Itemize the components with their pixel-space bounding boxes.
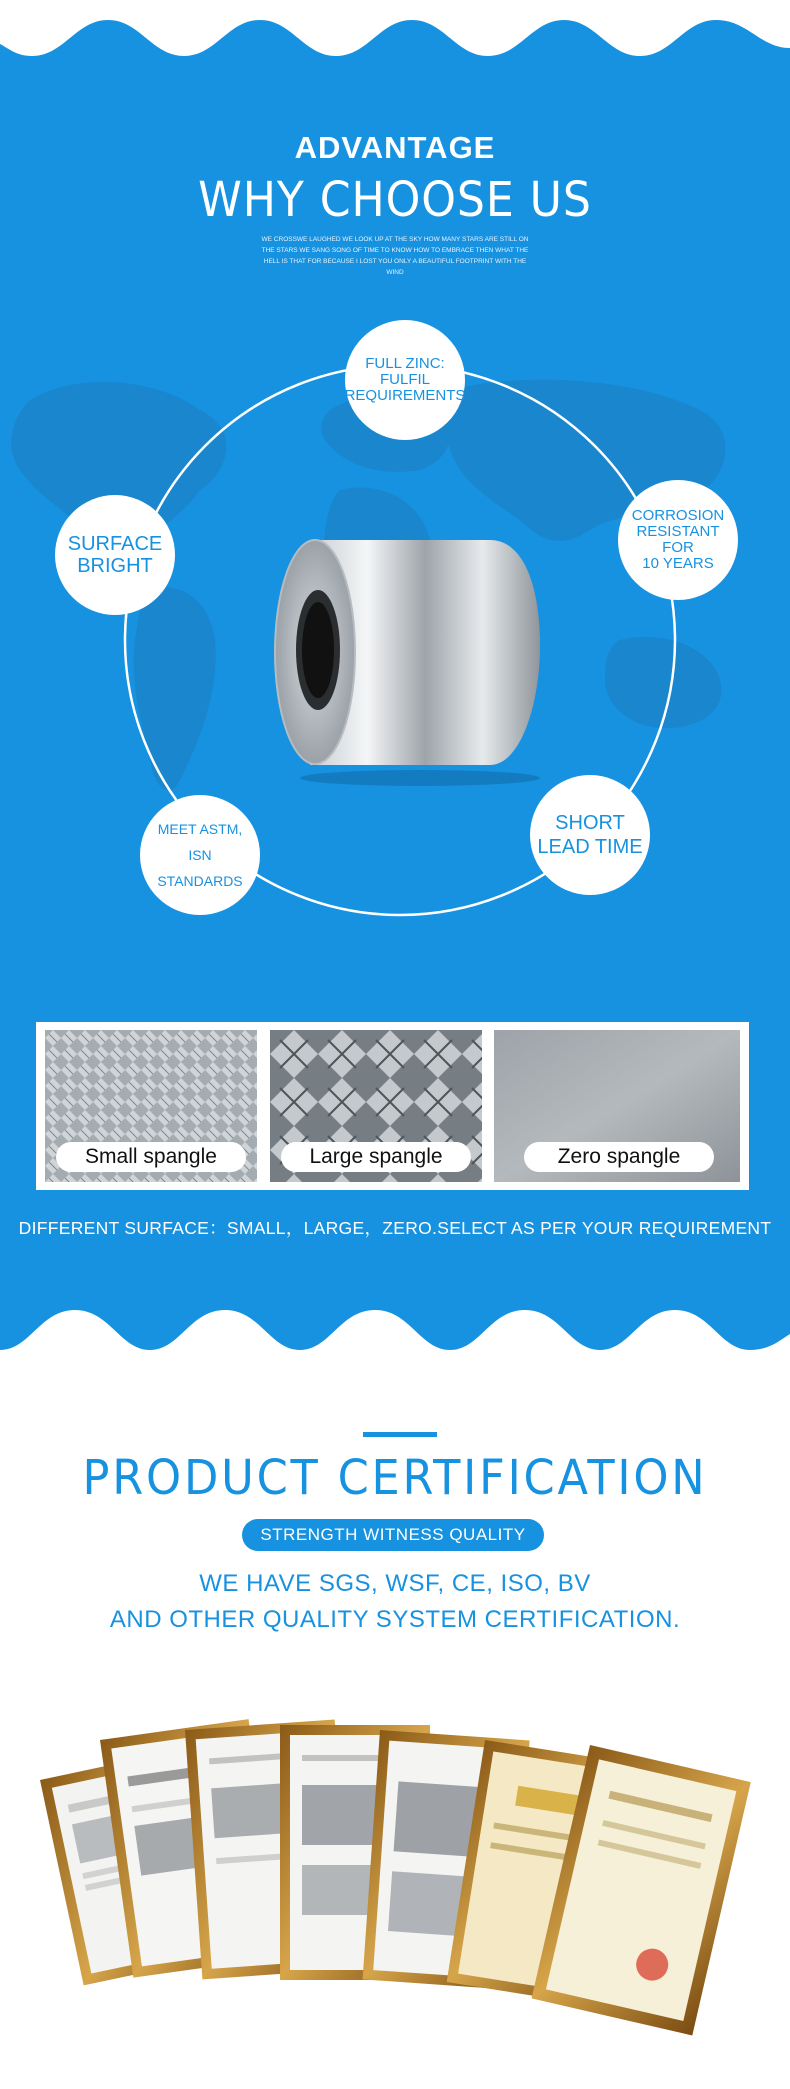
spangle-large xyxy=(270,1030,482,1182)
feature-full-zinc: FULL ZINC: FULFIL REQUIREMENTS xyxy=(345,320,465,440)
why-choose-us-heading: WHY CHOOSE US xyxy=(198,172,592,228)
surface-description: DIFFERENT SURFACE：SMALL，LARGE，ZERO.SELECT AS PER YOUR REQUIREMENT xyxy=(18,1218,772,1238)
feature-surface-bright: SURFACE BRIGHT xyxy=(55,495,175,615)
large-spangle-label: Large spangle xyxy=(281,1142,471,1172)
feature-corrosion-resistant: CORROSION RESISTANT FOR 10 YEARS xyxy=(618,480,738,600)
cert-title: PRODUCT CERTIFICATION xyxy=(82,1450,708,1506)
advantage-small-text: WE CROSSWE LAUGHED WE LOOK UP AT THE SKY HOW MANY STARS ARE STILL ON THE STARS WE SANG SONG OF TIME TO KNOW HOW TO EMBRACE THEN WHAT THE HELL IS THAT FOR BECAUSE I LOST YOU ONLY A BEAUTIFUL FOOTPRINT WITH THE WIND xyxy=(261,236,529,276)
feature-short-lead-time: SHORT LEAD TIME xyxy=(530,775,650,895)
feature-meet-standards: MEET ASTM, ISN STANDARDS xyxy=(140,795,260,915)
bottom-wave xyxy=(0,1300,790,1375)
zero-spangle-label: Zero spangle xyxy=(524,1142,714,1172)
cert-divider xyxy=(363,1432,437,1437)
spangle-small xyxy=(45,1030,257,1182)
spangle-samples xyxy=(36,1022,749,1190)
spangle-zero xyxy=(494,1030,740,1182)
cert-line-1: WE HAVE SGS, WSF, CE, ISO, BV xyxy=(199,1570,591,1597)
certificate-images xyxy=(0,1660,790,2089)
cert-pill: STRENGTH WITNESS QUALITY xyxy=(242,1519,544,1551)
galvanized-coil-image xyxy=(270,520,550,790)
cert-line-2: AND OTHER QUALITY SYSTEM CERTIFICATION. xyxy=(109,1606,681,1633)
advantage-title: ADVANTAGE xyxy=(294,130,496,165)
small-spangle-label: Small spangle xyxy=(56,1142,246,1172)
